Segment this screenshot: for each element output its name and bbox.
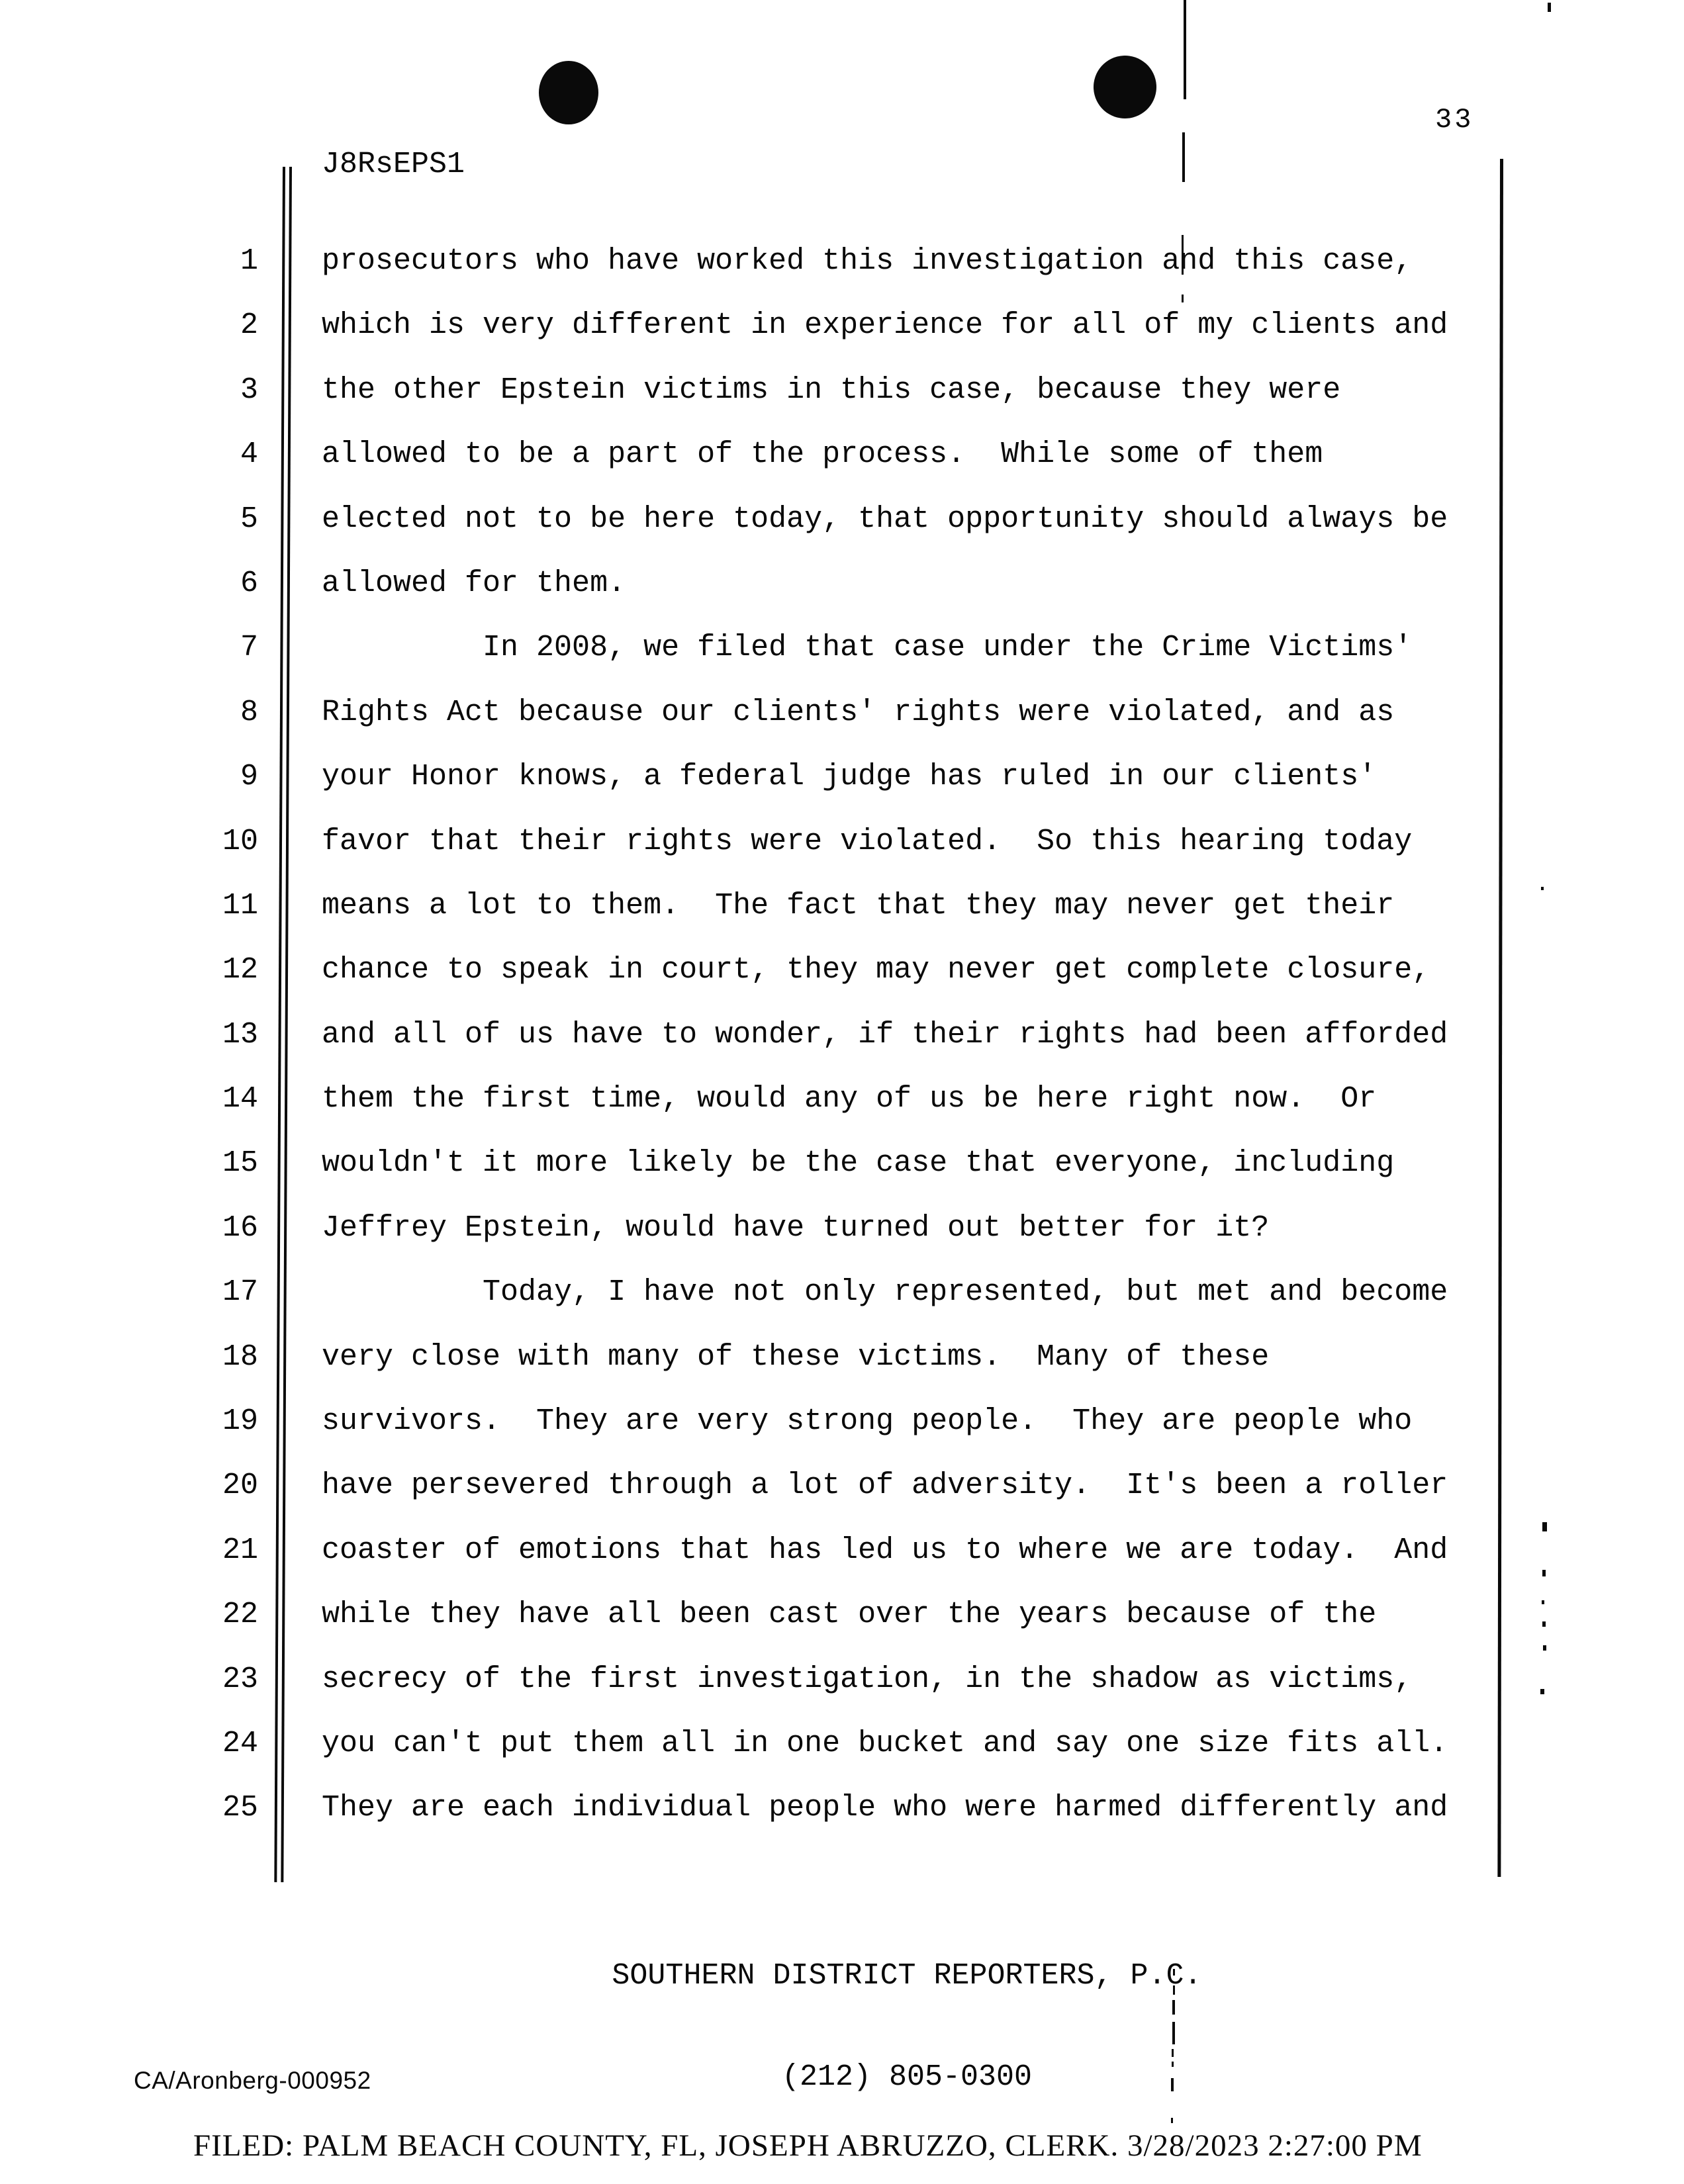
reporter-phone: (212) 805-0300 (781, 2060, 1033, 2094)
page-number: 33 (1435, 104, 1474, 136)
line-text: In 2008, we filed that case under the Crime Victims' (322, 631, 1413, 665)
transcript-line (0, 1453, 1684, 1518)
reporter-name: SOUTHERN DISTRICT REPORTERS, P.C. (612, 1959, 1202, 1993)
line-number: 22 (222, 1598, 258, 1632)
line-text: and all of us have to wonder, if their rights had been afforded (322, 1017, 1448, 1052)
transcript-line (0, 551, 1684, 615)
line-text: secrecy of the first investigation, in the shadow as victims, (322, 1662, 1413, 1696)
line-number: 14 (222, 1082, 258, 1116)
transcript-line (0, 1647, 1684, 1711)
line-number: 3 (240, 373, 258, 407)
line-number: 25 (222, 1791, 258, 1825)
line-text: They are each individual people who were harmed differently and (322, 1791, 1448, 1825)
line-text: very close with many of these victims. Many of these (322, 1340, 1270, 1374)
line-text: Today, I have not only represented, but met and become (322, 1275, 1448, 1310)
line-text: Jeffrey Epstein, would have turned out better for it? (322, 1210, 1270, 1245)
line-number: 1 (240, 244, 258, 278)
transcript-line (0, 938, 1684, 1002)
line-number: 16 (222, 1210, 258, 1245)
line-text: coaster of emotions that has led us to where we are today. And (322, 1533, 1448, 1567)
line-text: while they have all been cast over the years because of the (322, 1598, 1377, 1632)
transcript-line (0, 1325, 1684, 1389)
line-number: 10 (222, 824, 258, 858)
line-number: 24 (222, 1726, 258, 1760)
line-text: prosecutors who have worked this investigation and this case, (322, 244, 1413, 278)
transcript-line (0, 229, 1684, 293)
line-text: elected not to be here today, that opportunity should always be (322, 502, 1448, 536)
transcript-line (0, 1518, 1684, 1582)
hole-punch-dot-right (1090, 52, 1160, 122)
line-number: 12 (222, 953, 258, 987)
transcript-line (0, 680, 1684, 745)
line-number: 23 (222, 1662, 258, 1696)
line-number: 18 (222, 1340, 258, 1374)
line-text: the other Epstein victims in this case, because they were (322, 373, 1341, 407)
transcript-line (0, 1067, 1684, 1131)
filed-stamp: FILED: PALM BEACH COUNTY, FL, JOSEPH ABRUZZO, CLERK. 3/28/2023 2:27:00 PM (193, 2128, 1423, 2163)
transcript-line (0, 1776, 1684, 1840)
transcript-line (0, 809, 1684, 874)
line-number: 8 (240, 695, 258, 729)
line-number: 6 (240, 566, 258, 600)
line-number: 2 (240, 308, 258, 343)
line-text: you can't put them all in one bucket and say one size fits all. (322, 1726, 1448, 1760)
transcript-line (0, 1003, 1684, 1067)
transcript-line (0, 1711, 1684, 1776)
line-number: 11 (222, 888, 258, 923)
line-text: wouldn't it more likely be the case that everyone, including (322, 1146, 1395, 1181)
bates-stamp: CA/Aronberg-000952 (134, 2067, 371, 2094)
transcript-line (0, 1582, 1684, 1647)
line-text: have persevered through a lot of adversity. It's been a roller (322, 1469, 1448, 1503)
line-number: 15 (222, 1146, 258, 1181)
line-text: survivors. They are very strong people. They are people who (322, 1404, 1413, 1439)
line-text: your Honor knows, a federal judge has ruled in our clients' (322, 760, 1377, 794)
transcript-line (0, 615, 1684, 680)
line-text: allowed for them. (322, 566, 626, 600)
hole-punch-dot-left (539, 61, 598, 124)
fold-crease-top (1184, 0, 1186, 99)
line-number: 17 (222, 1275, 258, 1310)
line-number: 19 (222, 1404, 258, 1439)
line-number: 21 (222, 1533, 258, 1567)
transcript-line (0, 1389, 1684, 1453)
line-number: 7 (240, 631, 258, 665)
line-text: Rights Act because our clients' rights were violated, and as (322, 695, 1395, 729)
transcript-line (0, 293, 1684, 357)
reporter-footer (602, 1891, 1211, 2161)
transcript-line (0, 1196, 1684, 1260)
transcript-line (0, 745, 1684, 809)
transcript-line (0, 1260, 1684, 1324)
line-number: 13 (222, 1017, 258, 1052)
fold-crease-top (1182, 132, 1185, 182)
line-number: 20 (222, 1469, 258, 1503)
transcript-line (0, 422, 1684, 486)
transcript-line (0, 874, 1684, 938)
line-number: 4 (240, 437, 258, 472)
line-text: chance to speak in court, they may never get complete closure, (322, 953, 1430, 987)
scan-speck (1548, 3, 1551, 12)
transcript-body (0, 229, 1684, 1841)
line-text: favor that their rights were violated. So this hearing today (322, 824, 1413, 858)
line-text: them the first time, would any of us be here right now. Or (322, 1082, 1377, 1116)
transcript-header-id: J8RsEPS1 (322, 148, 465, 181)
transcript-line (0, 487, 1684, 551)
line-number: 9 (240, 760, 258, 794)
transcript-line (0, 358, 1684, 422)
line-text: allowed to be a part of the process. While some of them (322, 437, 1323, 472)
line-text: means a lot to them. The fact that they may never get their (322, 888, 1395, 923)
transcript-line (0, 1131, 1684, 1195)
line-number: 5 (240, 502, 258, 536)
line-text: which is very different in experience for all of my clients and (322, 308, 1448, 343)
